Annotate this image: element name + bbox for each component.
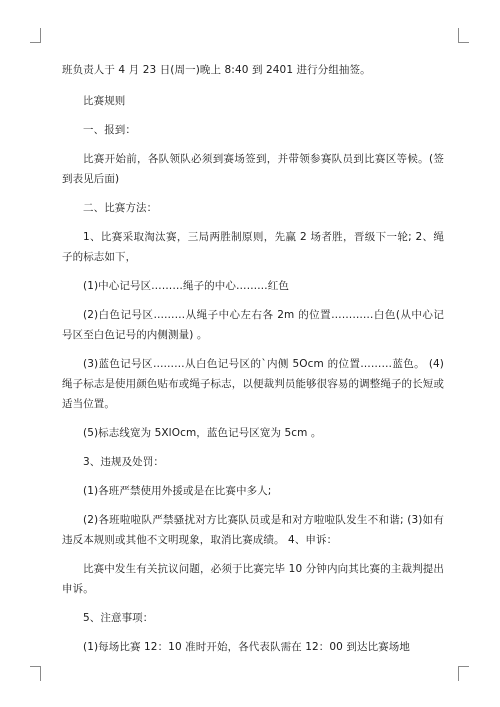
crop-mark-bottom-right [458,666,469,681]
paragraph-method-1: 1、比赛采取淘汰赛，三局两胜制原则，先赢 2 场者胜，晋级下一轮; 2、绳子的标志如下， [62,231,444,263]
paragraph-violation-2: (2)各班啦啦队严禁骚扰对方比赛队员或是和对方啦啦队发生不和谐; (3)如有违反本规则或其他不文明现象，取消比赛成绩。 4、申诉： [62,514,444,546]
crop-mark-bottom-left [30,666,41,681]
paragraph-center-mark: (1)中心记号区………绳子的中心………红色 [83,280,289,292]
heading-method: 二、比赛方法： [83,202,158,214]
paragraph-appeal: 比赛中发生有关抗议问题，必须于比赛完毕 10 分钟内向其比赛的主裁判提出申诉。 [62,563,444,595]
document-body [62,60,444,666]
crop-mark-top-right [458,28,469,43]
paragraph-violation-1: (1)各班严禁使用外援或是在比赛中多人; [83,485,272,497]
heading-registration: 一、报到： [83,124,136,136]
section-title-rules: 比赛规则 [83,95,126,107]
crop-mark-top-left [30,28,41,43]
paragraph-note-1: (1)每场比赛 12：10 准时开始，各代表队需在 12：00 到达比赛场地 [83,641,410,653]
paragraph-white-mark: (2)白色记号区………从绳子中心左右各 2m 的位置…………白色(从中心记号区至白色记号的内侧测量) 。 [62,309,444,341]
paragraph-mark-width: (5)标志线宽为 5XlOcm，蓝色记号区宽为 5cm 。 [83,427,322,439]
paragraph-blue-mark: (3)蓝色记号区………从白色记号区的`内侧 5Ocm 的位置………蓝色。 (4)绳子标志是使用颜色贴布或绳子标志，以便裁判员能够很容易的调整绳子的长短或适当位置。 [62,358,444,410]
heading-notes: 5、注意事项： [83,612,154,624]
paragraph-registration: 比赛开始前，各队领队必须到赛场签到，并带领参赛队员到比赛区等候。(签到表见后面) [62,153,444,185]
paragraph-draw-notice: 班负责人于 4 月 23 日(周一)晚上 8:40 到 2401 进行分组抽签。 [62,64,371,76]
heading-violations: 3、违规及处罚： [83,456,164,468]
